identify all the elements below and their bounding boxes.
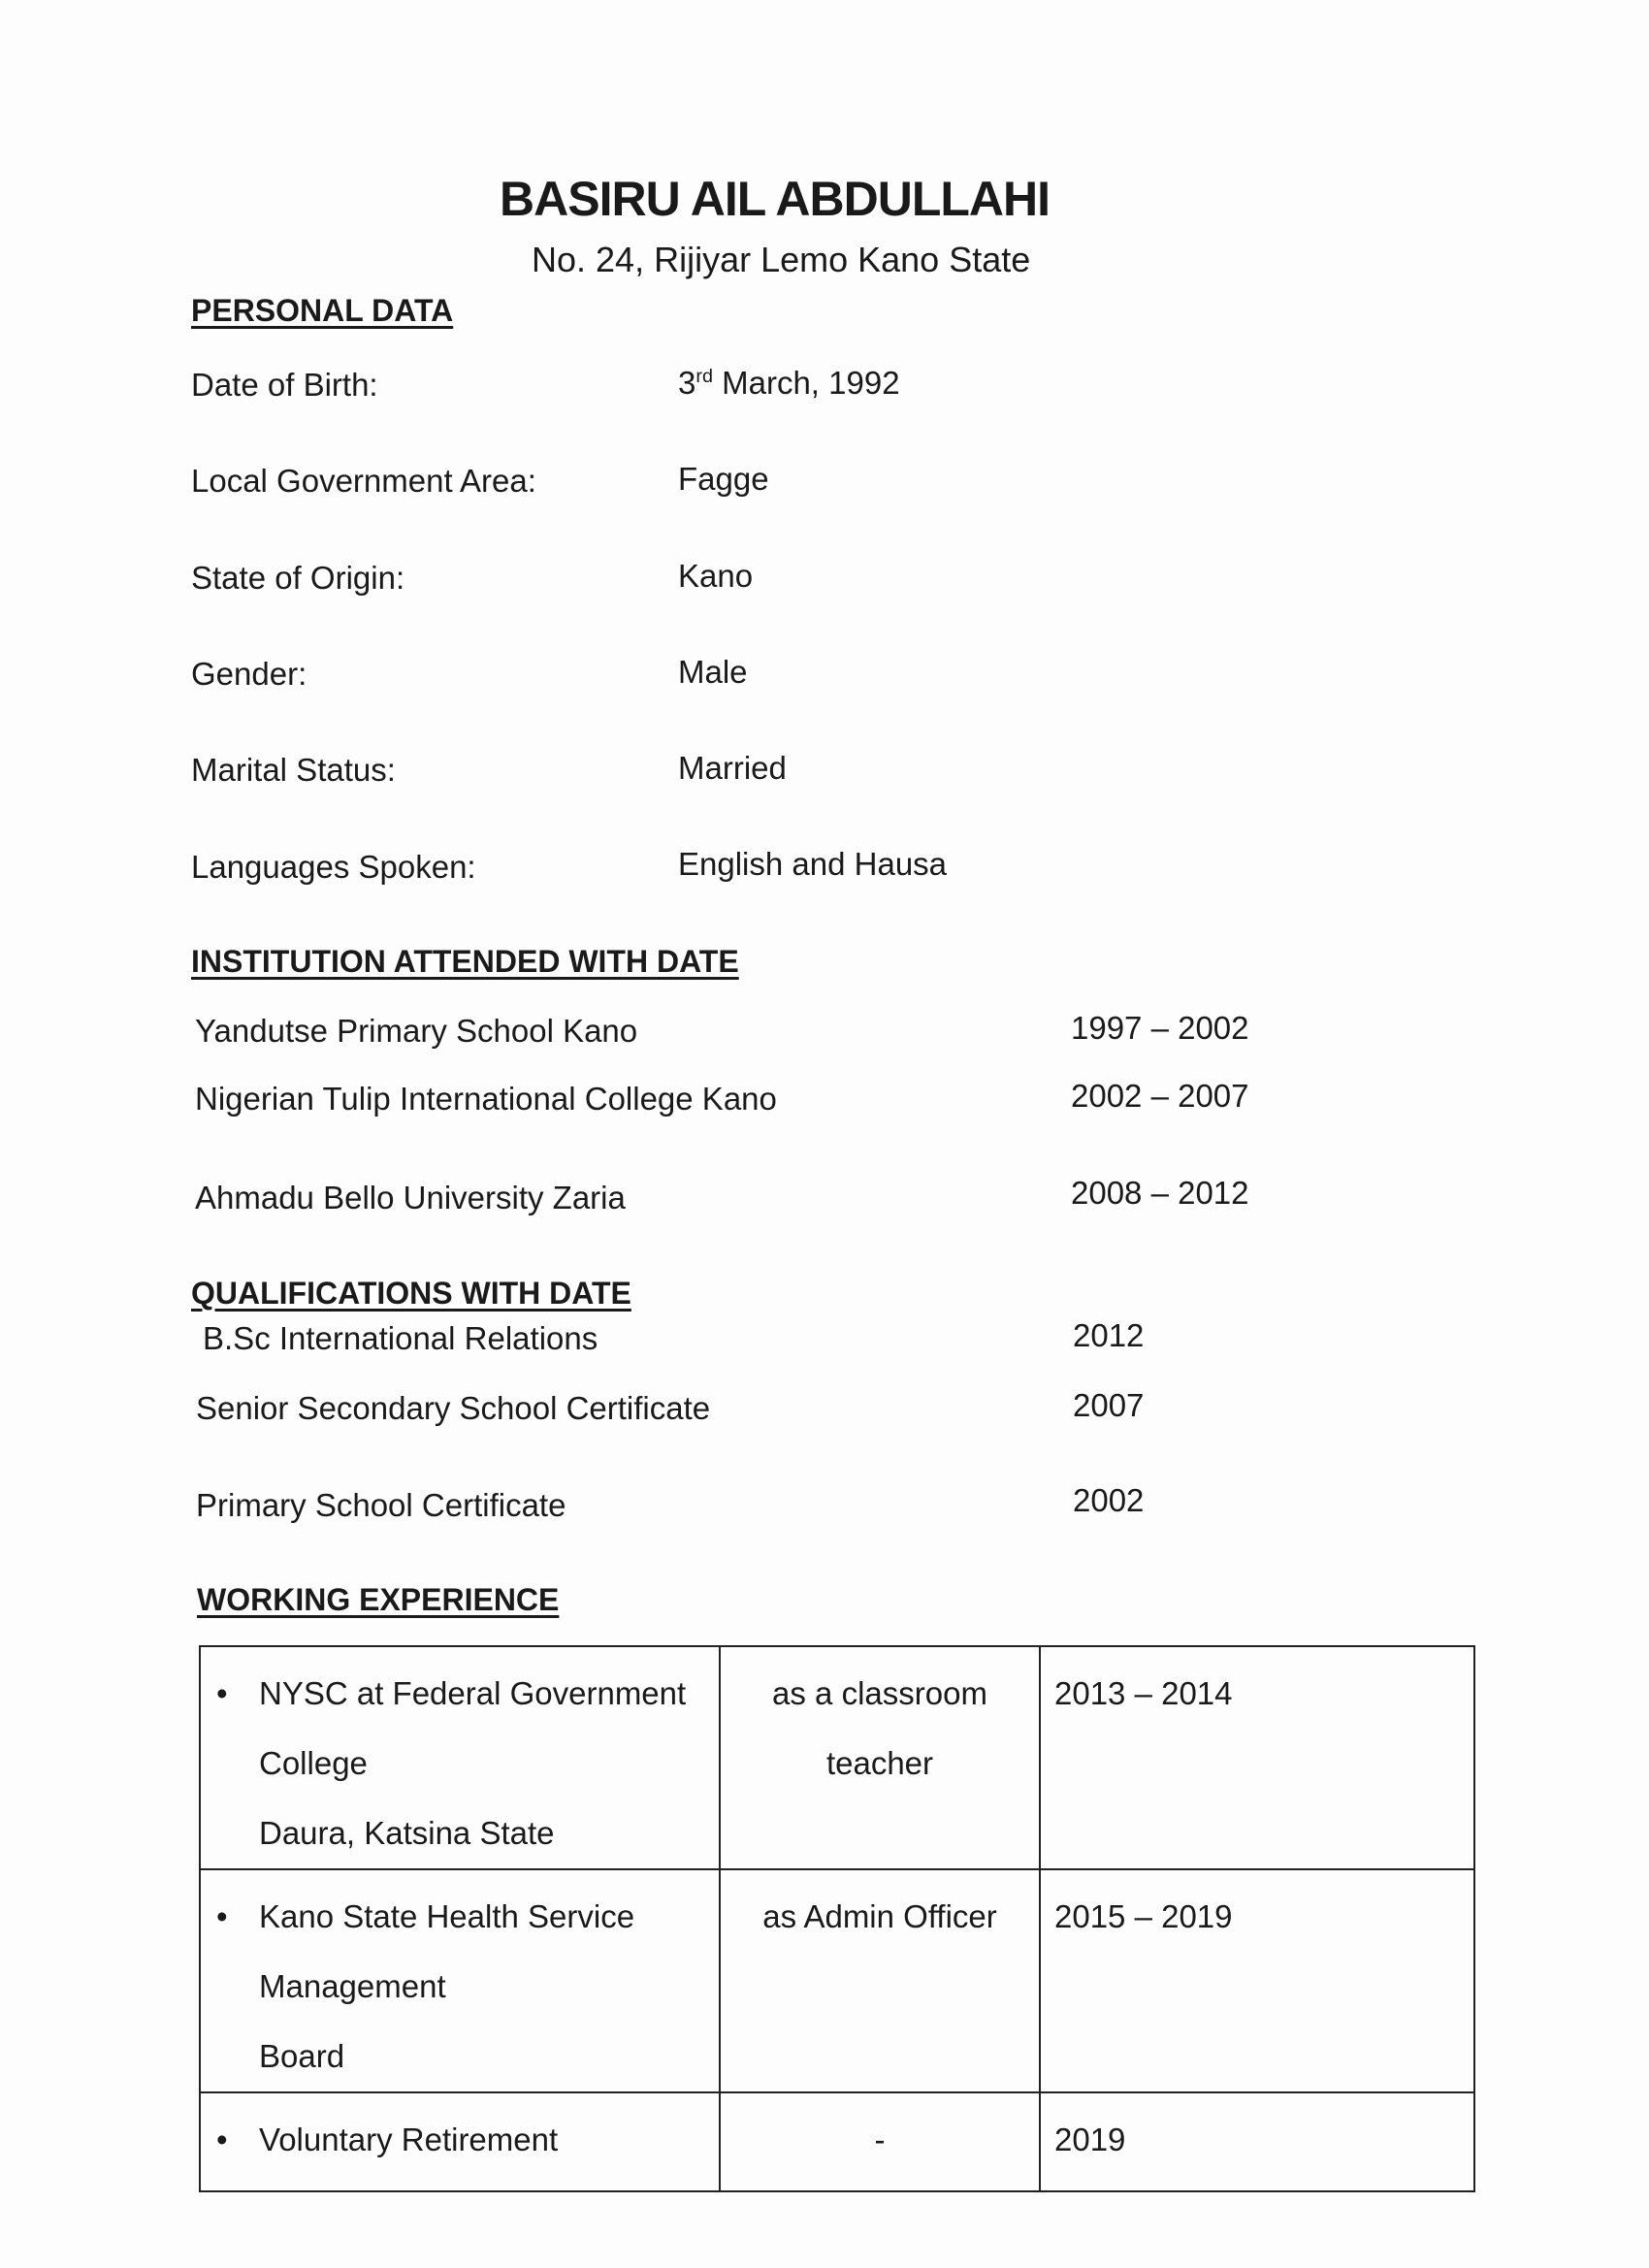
institutions-heading: INSTITUTION ATTENDED WITH DATE [191, 944, 739, 979]
gender-value: Male [678, 654, 748, 690]
workplace-cell [200, 1646, 720, 1869]
qualification-name: B.Sc International Relations [203, 1320, 598, 1356]
workplace-line: Daura, Katsina State [259, 1815, 555, 1851]
dob-label: Date of Birth: [191, 367, 378, 403]
table-row [200, 2092, 1474, 2191]
date-cell: 2013 – 2014 [1040, 1646, 1474, 1869]
role-cell [720, 1646, 1040, 1869]
state-label: State of Origin: [191, 560, 405, 596]
qualification-name: Senior Secondary School Certificate [196, 1390, 711, 1426]
workplace-cell [200, 2092, 720, 2191]
institution-name: Yandutse Primary School Kano [195, 1013, 638, 1049]
role-line: as a classroom [772, 1675, 987, 1711]
qualifications-heading: QUALIFICATIONS WITH DATE [191, 1276, 631, 1311]
personal-data-heading: PERSONAL DATA [191, 293, 454, 328]
role-cell: - [720, 2092, 1040, 2191]
qualification-date: 2007 [1073, 1387, 1145, 1423]
workplace-cell [200, 1869, 720, 2092]
experience-heading: WORKING EXPERIENCE [197, 1582, 560, 1617]
languages-label: Languages Spoken: [191, 849, 476, 885]
address: No. 24, Rijiyar Lemo Kano State [532, 240, 1031, 279]
bullet-icon: • [216, 2122, 228, 2157]
marital-label: Marital Status: [191, 752, 396, 788]
dob-value: 3rd March, 1992 [678, 365, 900, 401]
applicant-name: BASIRU AIL ABDULLAHI [500, 172, 1051, 226]
institution-date: 1997 – 2002 [1071, 1010, 1249, 1046]
institution-name: Nigerian Tulip International College Kano [195, 1081, 777, 1117]
bullet-icon: • [216, 1675, 228, 1711]
qualification-date: 2002 [1073, 1482, 1145, 1518]
workplace-line: Voluntary Retirement [259, 2122, 559, 2157]
workplace-line: Board [259, 2038, 345, 2074]
lga-label: Local Government Area: [191, 463, 536, 499]
languages-value: English and Hausa [678, 846, 948, 882]
institution-date: 2008 – 2012 [1071, 1175, 1249, 1211]
date-cell: 2019 [1040, 2092, 1474, 2191]
workplace-line: NYSC at Federal Government College [259, 1675, 687, 1781]
state-value: Kano [678, 558, 754, 594]
qualification-name: Primary School Certificate [196, 1487, 566, 1523]
gender-label: Gender: [191, 656, 307, 692]
qualification-date: 2012 [1073, 1317, 1145, 1353]
workplace-line: Kano State Health Service Management [259, 1898, 635, 2004]
date-cell: 2015 – 2019 [1040, 1869, 1474, 2092]
marital-value: Married [678, 750, 787, 786]
experience-table [199, 1645, 1475, 2192]
table-row [200, 1646, 1474, 1869]
institution-name: Ahmadu Bello University Zaria [195, 1180, 626, 1215]
table-row [200, 1869, 1474, 2092]
bullet-icon: • [216, 1898, 228, 1934]
lga-value: Fagge [678, 461, 769, 497]
institution-date: 2002 – 2007 [1071, 1078, 1249, 1114]
role-line: teacher [825, 1745, 934, 1781]
role-cell: as Admin Officer [720, 1869, 1040, 2092]
